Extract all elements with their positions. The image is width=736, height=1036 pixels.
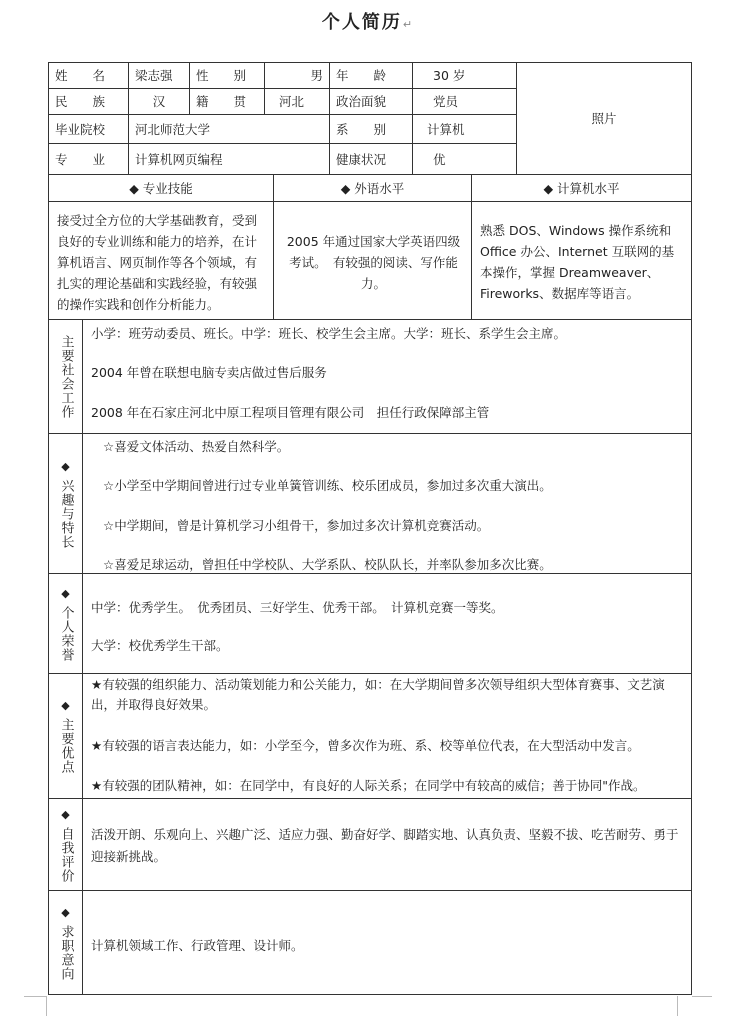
objective-body[interactable] [82, 890, 692, 995]
objective-text: 计算机领域工作、行政管理、设计师。 [91, 938, 304, 953]
hometown-value[interactable]: 河北 [264, 88, 330, 115]
page-corner-left-vertical [46, 996, 47, 1016]
major-label: 专 业 [48, 143, 129, 175]
social-work-label: 主要社会工作 [48, 319, 83, 434]
list-item: ★有较强的语言表达能力，如：小学至今，曾多次作为班、系、校等单位代表，在大型活动中发言。 [91, 738, 640, 753]
list-item: ★有较强的团队精神，如：在同学中，有良好的人际关系；在同学中有较高的威信；善于协同"作战。 [91, 778, 646, 793]
honors-body [82, 573, 692, 674]
language-skills-text: 2005 年通过国家大学英语四级考试。 有较强的阅读、写作能力。 [273, 201, 472, 320]
hobbies-label: ◆ 兴趣与特长 [48, 433, 83, 574]
skills-header-computer: ◆ 计算机水平 [471, 174, 692, 202]
skills-header-professional: ◆ 专业技能 [48, 174, 274, 202]
department-value[interactable]: 计算机 [412, 114, 517, 144]
list-item: 大学：校优秀学生干部。 [91, 638, 229, 653]
list-item: 2008 年在石家庄河北中原工程项目管理有限公司 担任行政保障部主管 [91, 405, 490, 420]
list-item: ★有较强的组织能力、活动策划能力和公关能力，如：在大学期间曾多次领导组织大型体育赛事、文艺演出，并取得良好效果。 [91, 677, 665, 712]
major-value[interactable]: 计算机网页编程 [128, 143, 330, 175]
age-label: 年 龄 [329, 62, 413, 89]
list-item: ☆小学至中学期间曾进行过专业单簧管训练、校乐团成员，参加过多次重大演出。 [103, 478, 552, 493]
list-item: ☆喜爱文体活动、热爱自然科学。 [103, 439, 290, 454]
gender-label: 性 别 [189, 62, 265, 89]
strengths-label: ◆ 主要优点 [48, 673, 83, 799]
school-value[interactable]: 河北师范大学 [128, 114, 330, 144]
hometown-label: 籍 贯 [189, 88, 265, 115]
self-eval-label: ◆ 自我评价 [48, 798, 83, 891]
politics-value[interactable]: 党员 [412, 88, 517, 115]
honors-label: ◆ 个人荣誉 [48, 573, 83, 674]
name-value[interactable]: 梁志强 [128, 62, 190, 89]
list-item: ☆中学期间，曾是计算机学习小组骨干，参加过多次计算机竞赛活动。 [103, 518, 490, 533]
professional-skills-text: 接受过全方位的大学基础教育，受到良好的专业训练和能力的培养，在计算机语言、网页制作等各个领域，有扎实的理论基础和实践经验，有较强的操作实践和创作分析能力。 [48, 201, 274, 320]
objective-label: ◆ 求职意向 [48, 890, 83, 995]
health-label: 健康状况 [329, 143, 413, 175]
self-eval-body [82, 798, 692, 891]
list-item: 中学：优秀学生。 优秀团员、三好学生、优秀干部。 计算机竞赛一等奖。 [91, 600, 504, 615]
strengths-body [82, 673, 692, 799]
computer-skills-text: 熟悉 DOS、Windows 操作系统和 Office 办公、Internet 互联网的基本操作，掌握 Dreamweaver、Fireworks、数据库等语言。 [471, 201, 692, 320]
school-label: 毕业院校 [48, 114, 129, 144]
page-corner-right [692, 996, 712, 997]
ethnicity-value[interactable]: 汉 [128, 88, 190, 115]
page-corner-right-vertical [677, 996, 678, 1016]
list-item: 2004 年曾在联想电脑专卖店做过售后服务 [91, 365, 327, 380]
department-label: 系 别 [329, 114, 413, 144]
list-item: 小学：班劳动委员、班长。中学：班长、校学生会主席。大学：班长、系学生会主席。 [91, 326, 567, 341]
age-value[interactable]: 30 岁 [412, 62, 517, 89]
hobbies-body [82, 433, 692, 574]
ethnicity-label: 民 族 [48, 88, 129, 115]
social-work-body [82, 319, 692, 434]
name-label: 姓 名 [48, 62, 129, 89]
page-title: 个人简历↵ [321, 12, 415, 33]
self-eval-text: 活泼开朗、乐观向上、兴趣广泛、适应力强、勤奋好学、脚踏实地、认真负责、坚毅不拔、吃苦耐劳、勇于迎接新挑战。 [91, 827, 679, 864]
health-value[interactable]: 优 [412, 143, 517, 175]
skills-header-language: ◆ 外语水平 [273, 174, 472, 202]
page-corner-left [24, 996, 46, 997]
gender-value[interactable]: 男 [264, 62, 330, 89]
list-item: ☆喜爱足球运动，曾担任中学校队、大学系队、校队队长，并率队参加多次比赛。 [103, 557, 552, 572]
photo-box[interactable]: 照片 [516, 62, 692, 175]
politics-label: 政治面貌 [329, 88, 413, 115]
